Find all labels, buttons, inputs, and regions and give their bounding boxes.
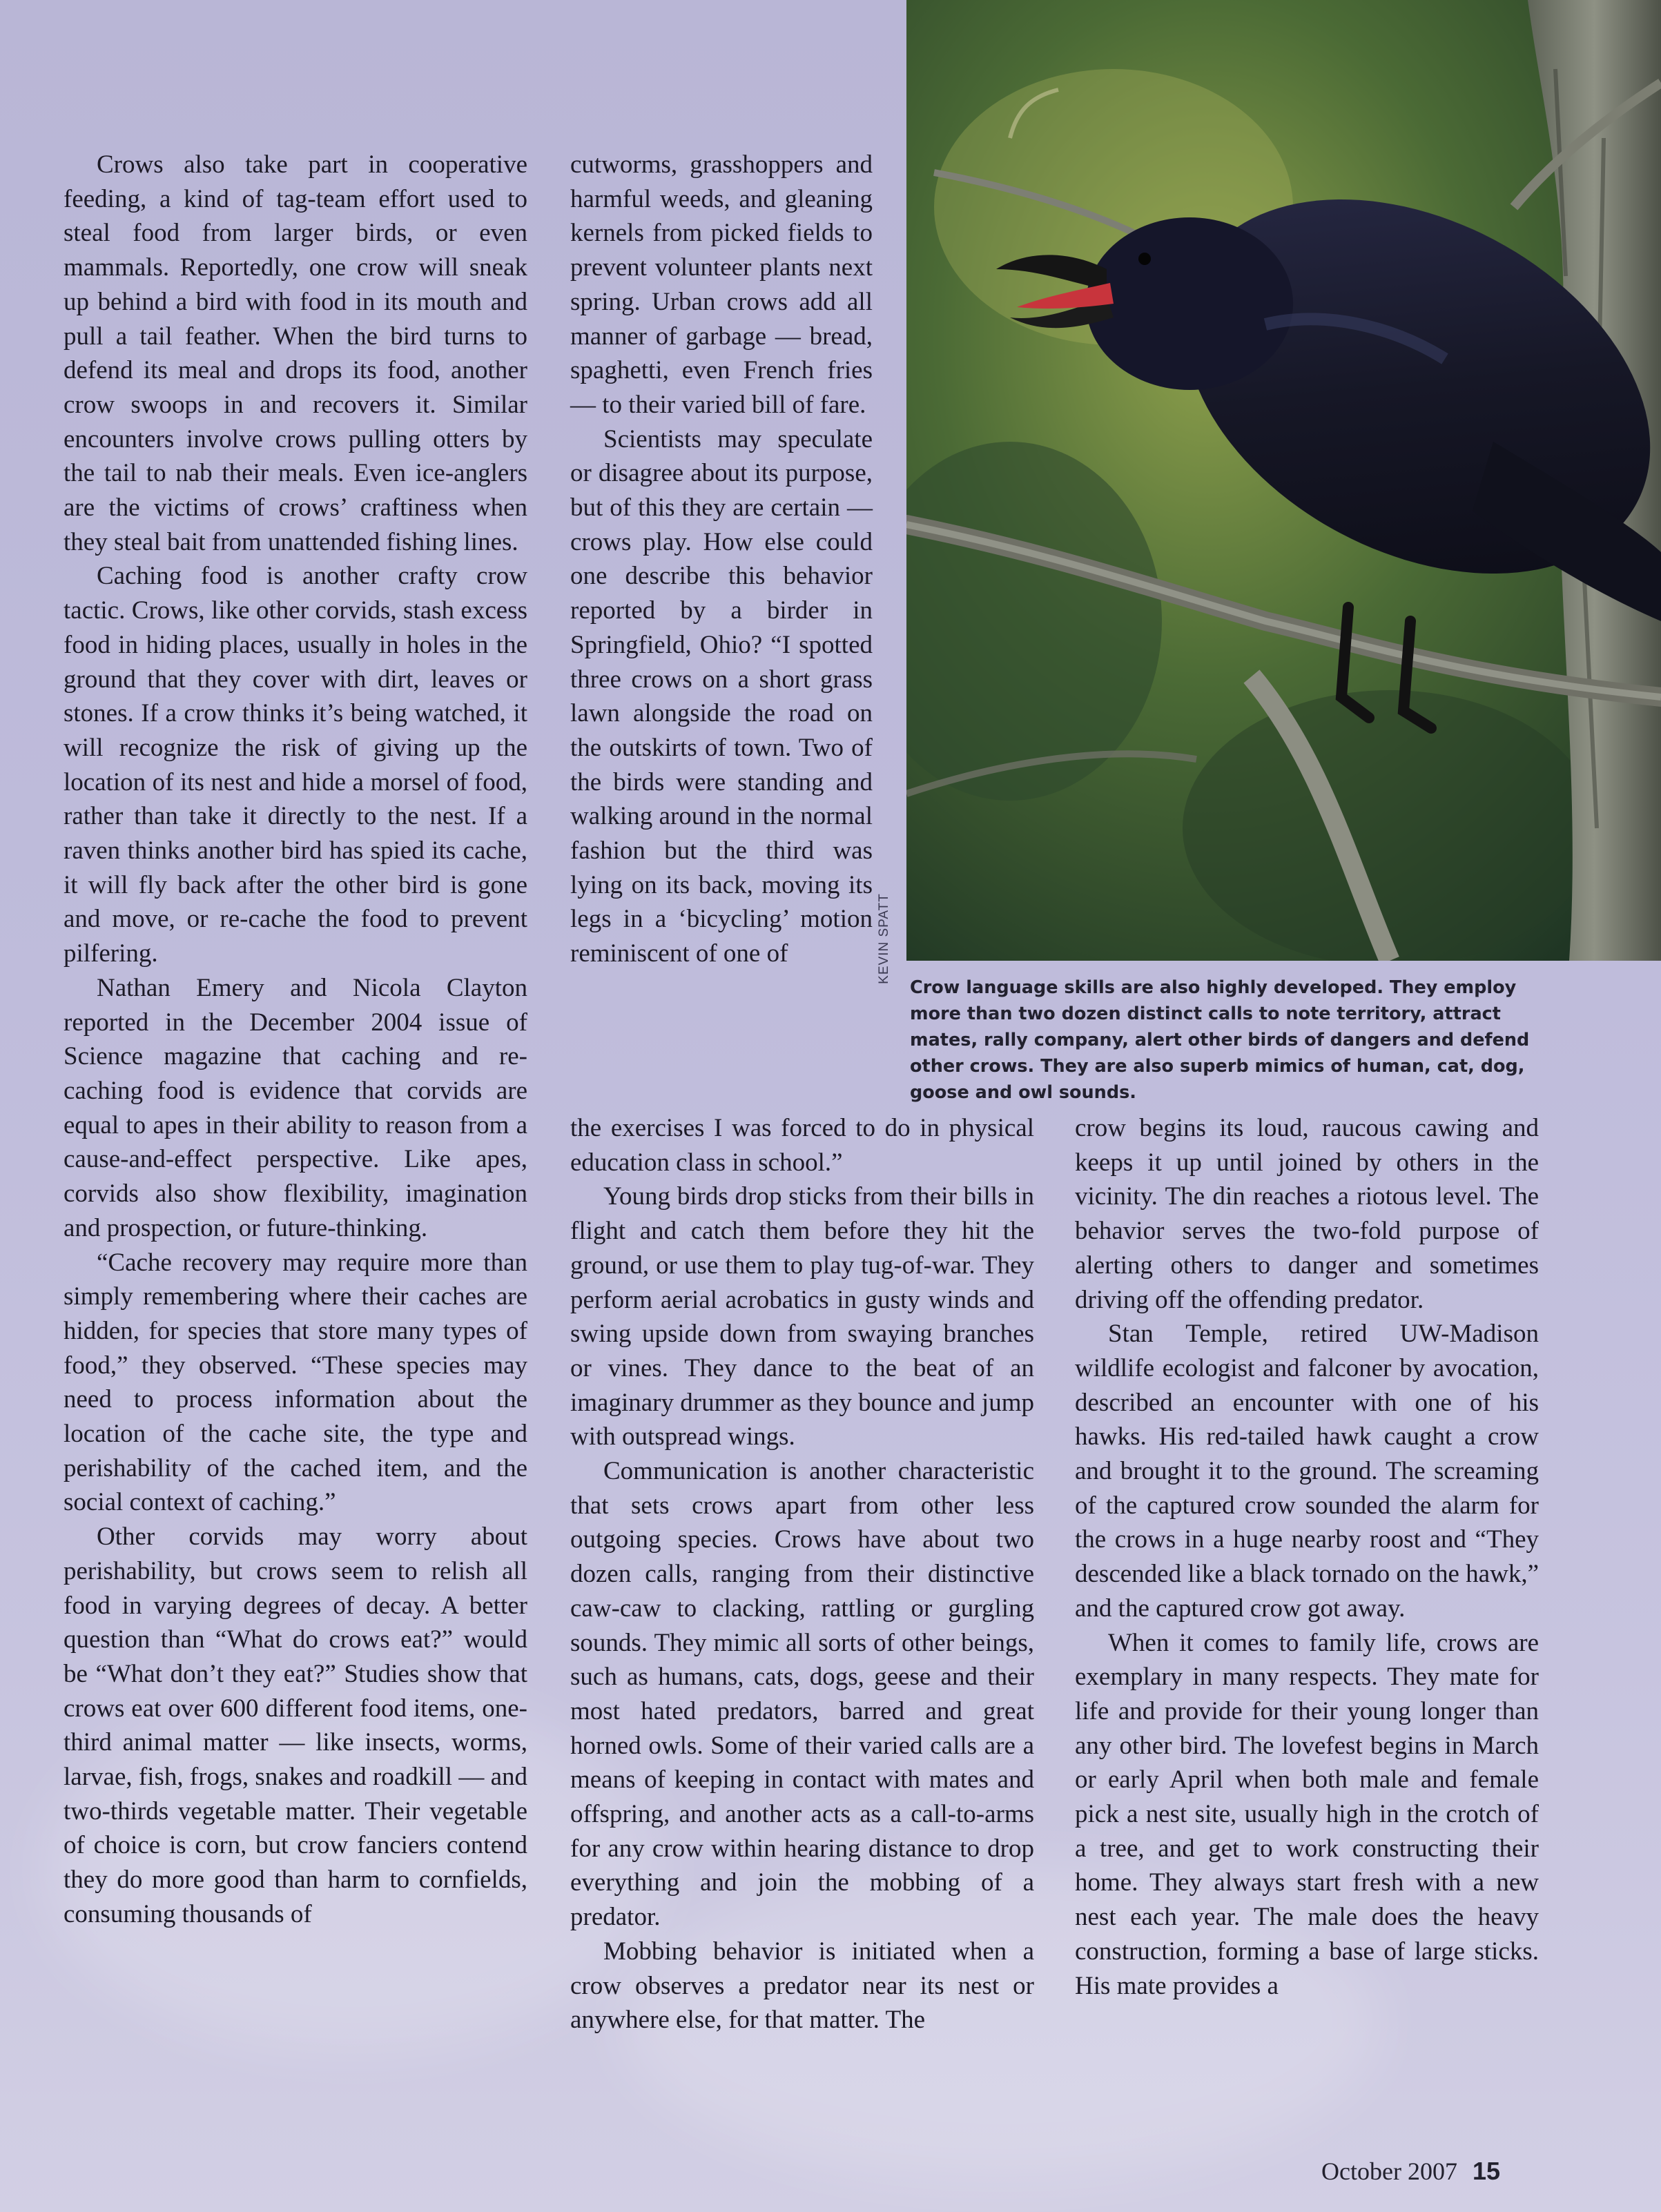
crow-photo (906, 0, 1661, 961)
page-number: 15 (1472, 2157, 1500, 2185)
photo-caption: Crow language skills are also highly developed. They employ more than two dozen distinct calls to note territory, attract mates, rally company, alert other birds of dangers and defend other crows. They are also superb mimics of human, cat, dog, goose and owl sounds. (910, 977, 1530, 1103)
paragraph: When it comes to family life, crows are exemplary in many respects. They mate for life and provide for their young longer than any other bird. The lovefest begins in March or early April when both male and female pick a nest site, usually high in the crotch of a tree, and get to work constructing their home. They always start fresh with a new nest each year. The male does the heavy construction, forming a base of large sticks. His mate provides a (1075, 1628, 1539, 2000)
paragraph: Caching food is another crafty crow tactic. Crows, like other corvids, stash excess food in hiding places, usually in holes in the ground that they cover with dirt, leaves or stones. If a crow thinks it’s being watched, it will recognize the risk of giving up the location of its nest and hide a morsel of food, rather than take it directly to the nest. If a raven thinks another bird has spied its cache, it will fly back after the other bird is gone and move, or re-cache the food to prevent pilfering. (64, 562, 527, 968)
crow-illustration (906, 0, 1661, 961)
paragraph: Nathan Emery and Nicola Clayton reported in the December 2004 issue of Science magazine that caching and re-caching food is evidence that corvids are equal to apes in their ability to reason from a cause-and-effect perspective. Like apes, corvids also show flexibility, imagination and prospection, or future-thinking. (64, 973, 527, 1242)
paragraph: Mobbing behavior is initiated when a crow observes a predator near its nest or anywhere else, for that matter. The (570, 1937, 1034, 2035)
article-column-2-bottom (570, 1111, 1034, 2037)
article-column-2-top (570, 148, 873, 971)
article-column-1 (64, 148, 527, 1932)
paragraph: Young birds drop sticks from their bills in flight and catch them before they hit the ground, or use them to play tug-of-war. They perform aerial acrobatics in gusty winds and swing upside down from swaying branches or vines. They dance to the beat of an imaginary drummer as they bounce and jump with outspread wings. (570, 1182, 1034, 1451)
paragraph: Scientists may speculate or disagree about its purpose, but of this they are certain — crows play. How else could one describe this behavior reported by a birder in Springfield, Ohio? “I spotted three crows on a short grass lawn alongside the road on the outskirts of town. Two of the birds were standing and walking around in the normal fashion but the third was lying on its back, moving its legs in a ‘bicycling’ motion reminiscent of one of (570, 424, 873, 968)
paragraph: Stan Temple, retired UW-Madison wildlife ecologist and falconer by avocation, described an encounter with one of his hawks. His red-tailed hawk caught a crow and brought it to the ground. The screaming of the captured crow sounded the alarm for the crows in a huge nearby roost and “They descended like a black tornado on the hawk,” and the captured crow got away. (1075, 1320, 1539, 1623)
paragraph: cutworms, grasshoppers and harmful weeds, and gleaning kernels from picked fields to prevent volunteer plants next spring. Urban crows add all manner of garbage — bread, spaghetti, even French fries — to their varied bill of fare. (570, 150, 873, 419)
paragraph: crow begins its loud, raucous cawing and keeps it up until joined by others in the vicinity. The din reaches a riotous level. The behavior serves the two-fold purpose of alerting others to danger and sometimes driving off the offending predator. (1075, 1114, 1539, 1314)
paragraph: Crows also take part in cooperative feeding, a kind of tag-team effort used to steal food from larger birds, or even mammals. Reportedly, one crow will sneak up behind a bird with food in its mouth and pull a tail feather. When the bird turns to defend its meal and drops its food, another crow swoops in and recovers it. Similar encounters involve crows pulling otters by the tail to nab their meals. Even ice-anglers are the victims of crows’ craftiness when they steal bait from unattended fishing lines. (64, 150, 527, 556)
paragraph: Other corvids may worry about perishability, but crows seem to relish all food in varying degrees of decay. A better question than “What do crows eat?” would be “What don’t they eat?” Studies show that crows eat over 600 different food items, one-third animal matter — like insects, worms, larvae, fish, frogs, snakes and roadkill — and two-thirds vegetable matter. Their vegetable of choice is corn, but crow fanciers contend they do more good than harm to cornfields, consuming thousands of (64, 1523, 527, 1928)
paragraph: the exercises I was forced to do in physical education class in school.” (570, 1114, 1034, 1177)
paragraph: Communication is another characteristic that sets crows apart from other less outgoing species. Crows have about two dozen calls, ranging from their distinctive caw-caw to clacking, rattling or gurgling sounds. They mimic all sorts of other beings, such as humans, cats, dogs, geese and their most hated predators, barred and great horned owls. Some of their varied calls are a means of keeping in contact with mates and offspring, and another acts as a call-to-arms for any crow within hearing distance to drop everything and join the mobbing of a predator. (570, 1457, 1034, 1932)
article-column-3 (1075, 1111, 1539, 2003)
page-footer (1321, 2157, 1500, 2186)
paragraph: “Cache recovery may require more than simply remembering where their caches are hidden, for species that store many types of food,” they observed. “These species may need to process information about the location of the cache site, the type and perishability of the cached item, and the social context of caching.” (64, 1248, 527, 1517)
issue-date: October 2007 (1321, 2157, 1457, 2185)
photo-credit: KEVIN SPATT (877, 893, 891, 984)
